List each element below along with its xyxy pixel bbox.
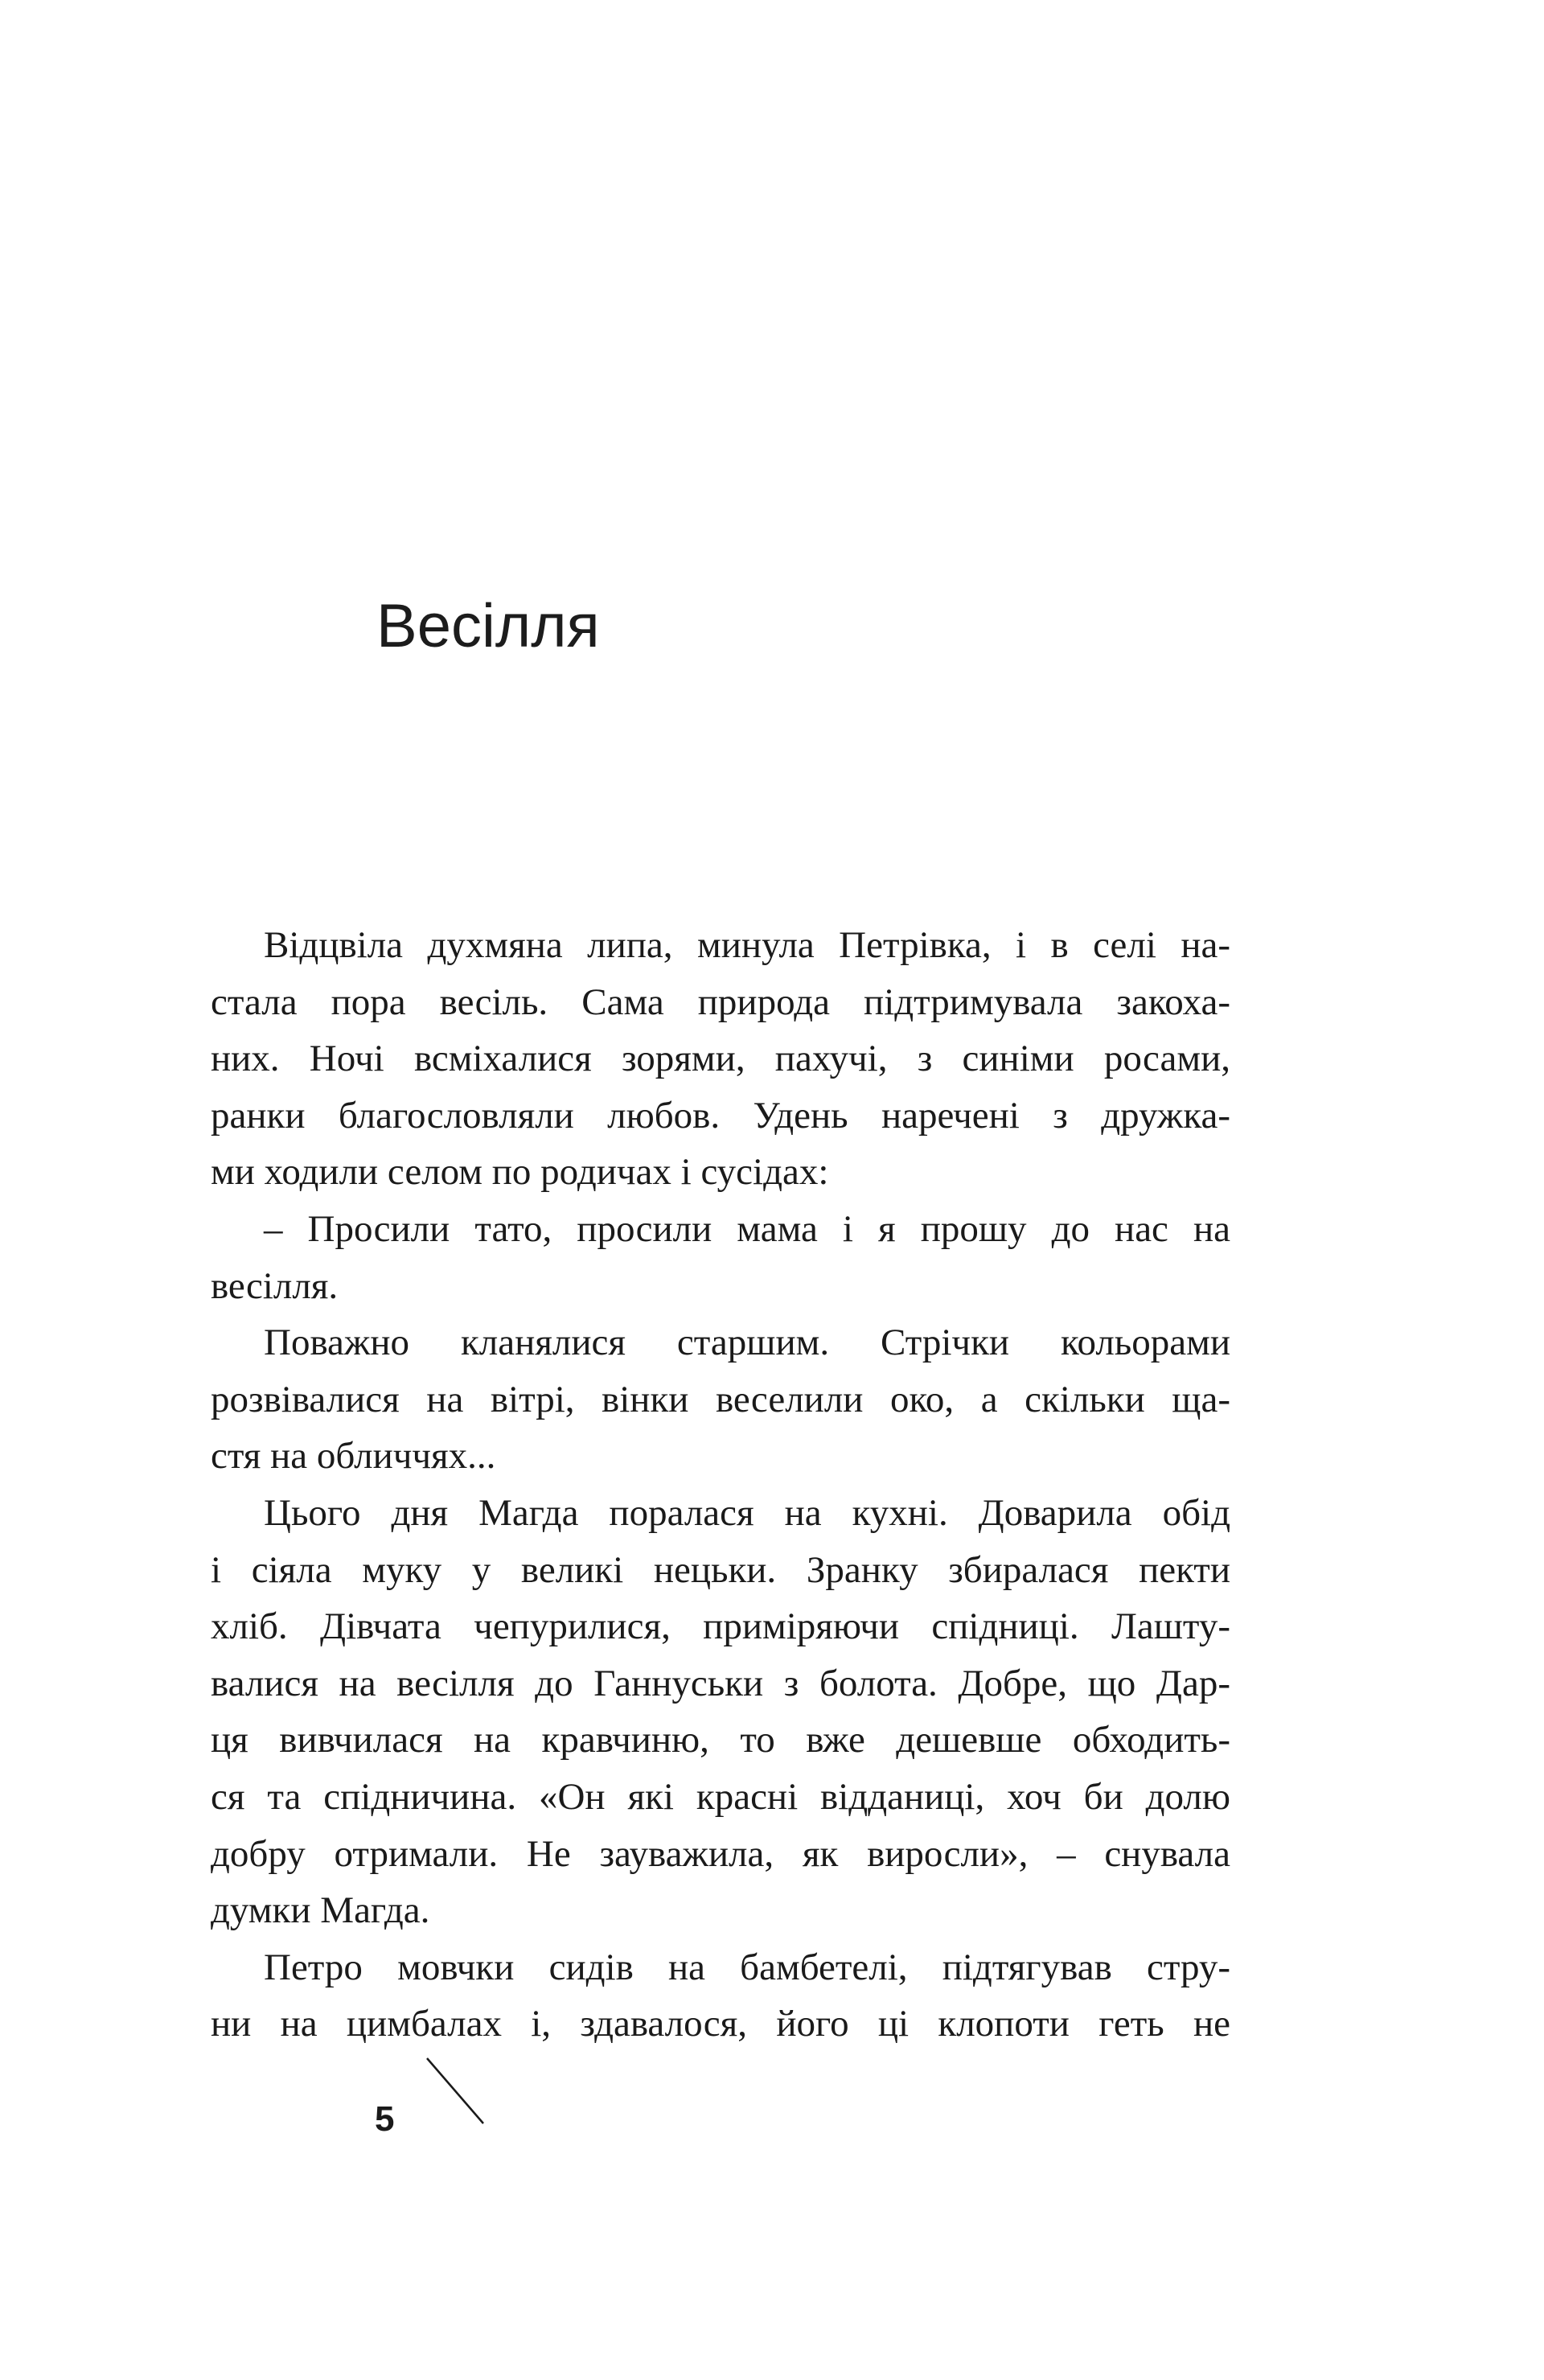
chapter-title: Весілля xyxy=(376,592,600,660)
slash-line xyxy=(427,2058,483,2123)
page-number: 5 xyxy=(375,2099,395,2139)
text-line: і сіяла муку у великі нецьки. Зранку збиралася пекти xyxy=(211,1548,1230,1591)
text-line: весілля. xyxy=(211,1264,339,1307)
text-line: Відцвіла духмяна липа, минула Петрівка, і в селі на- xyxy=(264,924,1230,966)
text-line: добру отримали. Не зауважила, як виросли», – снувала xyxy=(211,1832,1230,1875)
text-line: хліб. Дівчата чепурилися, приміряючи спідниці. Лашту- xyxy=(211,1605,1230,1648)
text-line: валися на весілля до Ганнуськи з болота. Добре, що Дар- xyxy=(211,1662,1230,1704)
text-line: стала пора весіль. Сама природа підтримувала закоха- xyxy=(211,980,1230,1023)
text-line: розвівалися на вітрі, вінки веселили око, а скільки ща- xyxy=(211,1378,1230,1420)
text-line: ся та спідничина. «Он які красні відданиці, хоч би долю xyxy=(211,1775,1230,1818)
text-line: стя на обличчях... xyxy=(211,1435,496,1478)
text-line: ни на цимбалах і, здавалося, його ці клопоти геть не xyxy=(211,2003,1230,2045)
text-line: ця вивчилася на кравчиню, то вже дешевше обходить- xyxy=(211,1719,1230,1761)
text-line: них. Ночі всміхалися зорями, пахучі, з синіми росами, xyxy=(211,1038,1230,1080)
text-line: – Просили тато, просили мама і я прошу до нас на xyxy=(264,1207,1230,1250)
text-line: Петро мовчки сидів на бамбетелі, підтягував стру- xyxy=(264,1946,1230,1988)
text-line: Поважно кланялися старшим. Стрічки кольорами xyxy=(264,1322,1230,1364)
text-line: ранки благословляли любов. Удень наречені з дружка- xyxy=(211,1094,1230,1137)
text-line: ми ходили селом по родичах і сусідах: xyxy=(211,1151,829,1194)
text-line: думки Магда. xyxy=(211,1889,430,1932)
text-line: Цього дня Магда поралася на кухні. Доварила обід xyxy=(264,1491,1230,1534)
